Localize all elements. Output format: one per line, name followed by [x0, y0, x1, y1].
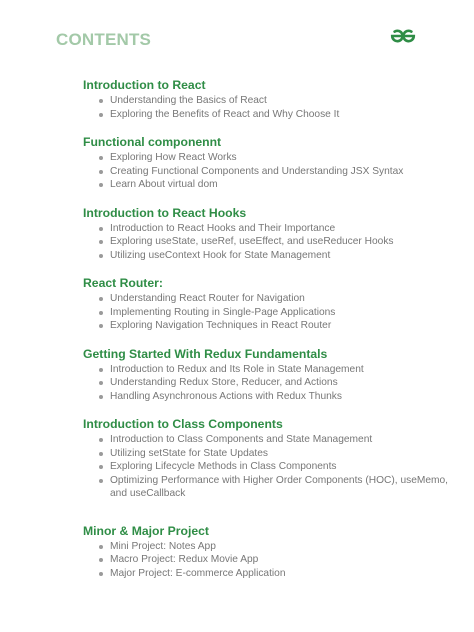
section-heading: Functional componennt [83, 135, 222, 149]
list-item: Mini Project: Notes App [99, 540, 453, 554]
toc-section [83, 205, 453, 263]
toc-section [83, 275, 453, 333]
list-item: Handling Asynchronous Actions with Redux Thunks [99, 390, 453, 404]
toc-section [83, 77, 453, 121]
list-item: Major Project: E-commerce Application [99, 567, 453, 581]
list-item: Understanding the Basics of React [99, 94, 453, 108]
list-item: Utilizing useContext Hook for State Management [99, 249, 453, 263]
page-header [0, 0, 474, 60]
section-item-list [83, 222, 453, 263]
section-heading: Getting Started With Redux Fundamentals [83, 346, 328, 361]
page-title: CONTENTS [56, 30, 152, 49]
list-item: Introduction to React Hooks and Their Importance [99, 222, 453, 236]
section-heading: Minor & Major Project [83, 523, 209, 538]
section-item-list [83, 292, 453, 333]
list-item: Exploring How React Works [99, 151, 453, 165]
section-heading: React Router: [83, 276, 163, 290]
list-item: Optimizing Performance with Higher Order Components (HOC), useMemo, and useCallback [99, 474, 453, 501]
list-item: Implementing Routing in Single-Page Applications [99, 306, 453, 320]
list-item: Creating Functional Components and Understanding JSX Syntax [99, 165, 453, 179]
section-heading: Introduction to React [83, 78, 206, 92]
list-item: Exploring the Benefits of React and Why Choose It [99, 108, 453, 122]
list-item: Introduction to Class Components and State Management [99, 433, 453, 447]
toc-section [83, 134, 453, 192]
list-item: Introduction to Redux and Its Role in State Management [99, 363, 453, 377]
section-item-list [83, 540, 453, 581]
list-item: Exploring Navigation Techniques in React Router [99, 319, 453, 333]
toc-section [83, 416, 453, 501]
list-item: Learn About virtual dom [99, 178, 453, 192]
section-item-list [83, 433, 453, 501]
list-item: Understanding Redux Store, Reducer, and Actions [99, 376, 453, 390]
list-item: Exploring Lifecycle Methods in Class Components [99, 460, 453, 474]
toc-section [83, 523, 453, 581]
section-heading: Introduction to React Hooks [83, 205, 247, 220]
list-item: Macro Project: Redux Movie App [99, 553, 453, 567]
table-of-contents [83, 77, 453, 593]
toc-section [83, 346, 453, 404]
section-item-list [83, 94, 453, 121]
list-item: Understanding React Router for Navigation [99, 292, 453, 306]
section-heading: Introduction to Class Components [83, 417, 283, 431]
gfg-logo-icon [385, 25, 421, 47]
section-item-list [83, 363, 453, 404]
list-item: Utilizing setState for State Updates [99, 447, 453, 461]
list-item: Exploring useState, useRef, useEffect, and useReducer Hooks [99, 235, 453, 249]
section-item-list [83, 151, 453, 192]
